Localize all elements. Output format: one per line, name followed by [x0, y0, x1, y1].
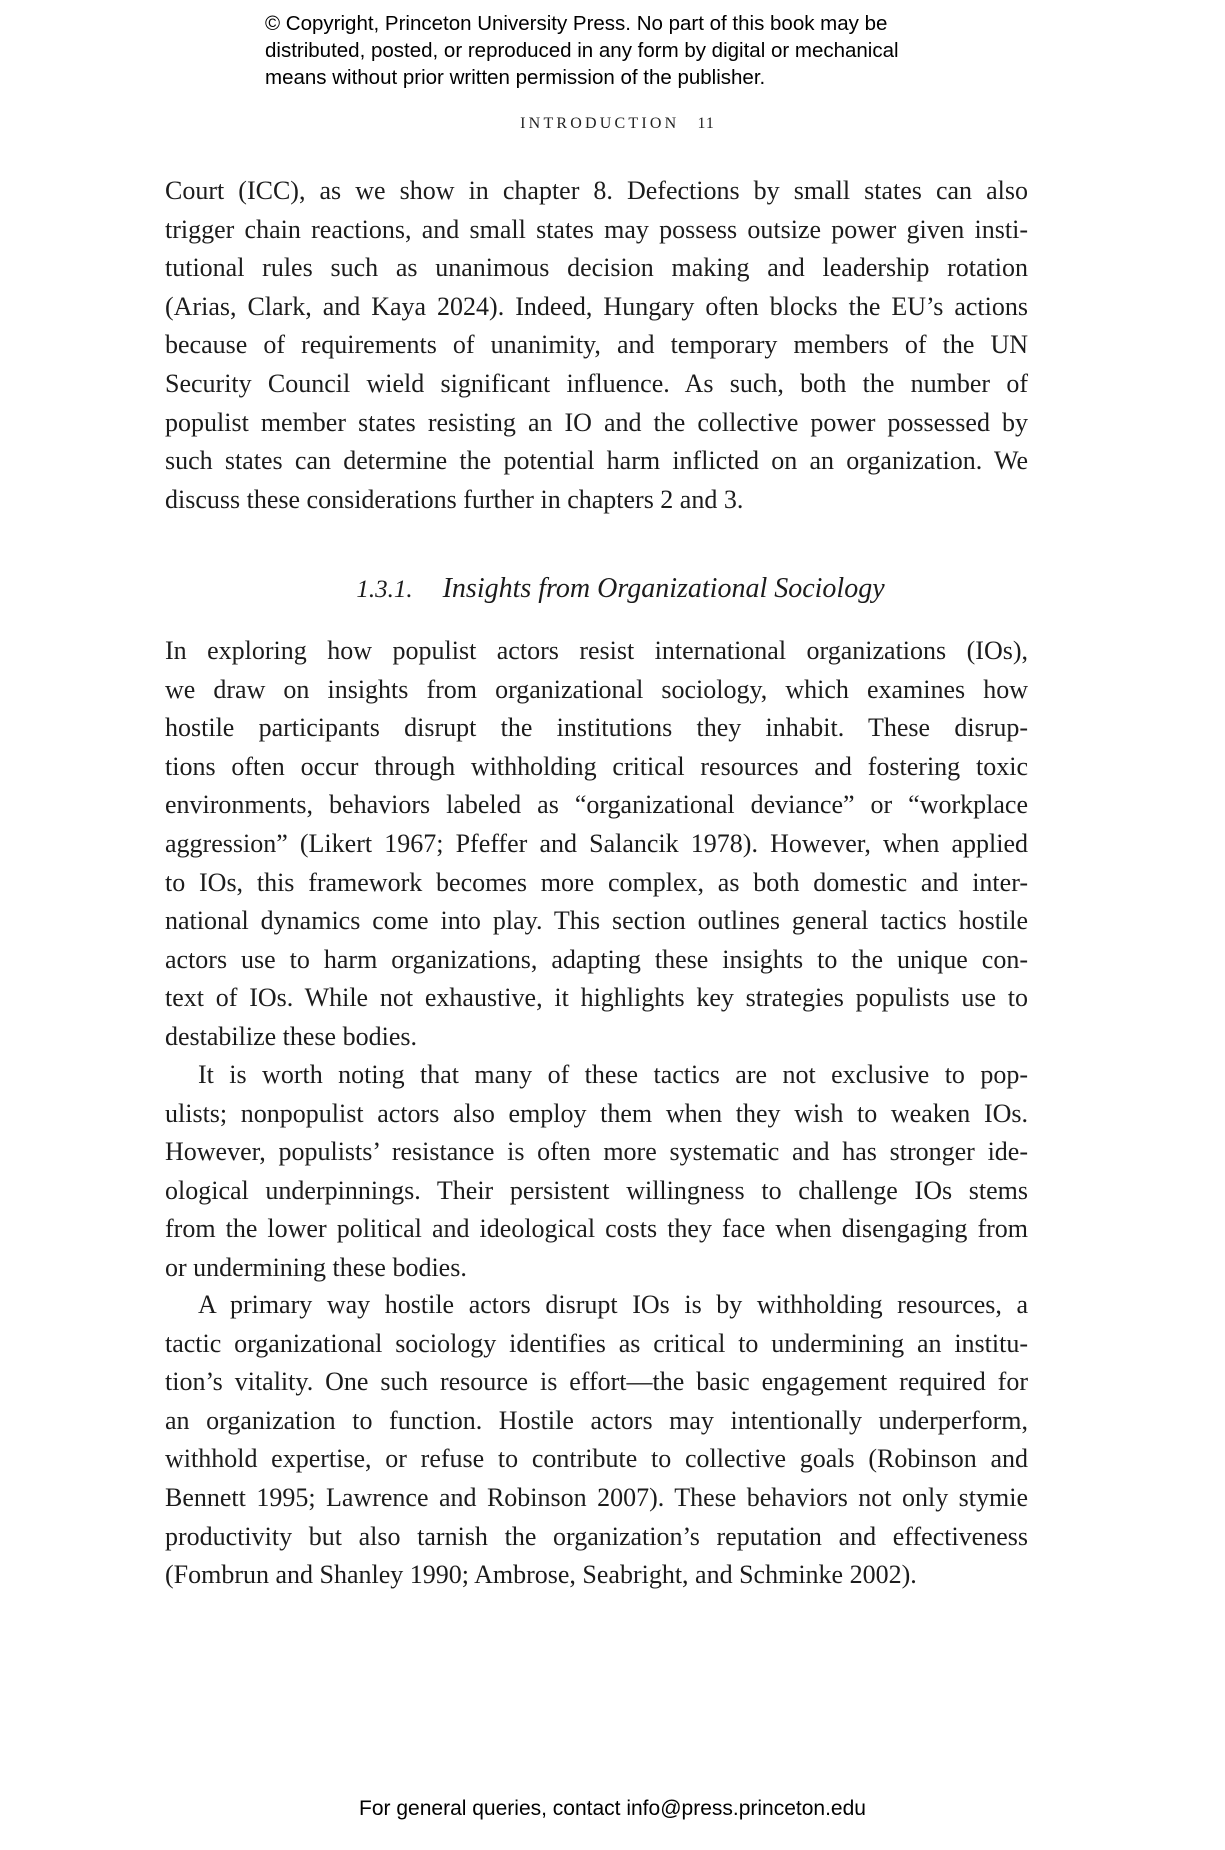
- text-line: (Arias, Clark, and Kaya 2024). Indeed, Hungary often blocks the EU’s actions: [165, 291, 1028, 321]
- text-line: trigger chain reactions, and small states may possess outsize power given insti-: [165, 214, 1028, 244]
- text-line: Security Council wield significant influence. As such, both the number of: [165, 368, 1028, 398]
- copyright-line: © Copyright, Princeton University Press. No part of this book may be: [265, 12, 888, 35]
- text-line: tions often occur through withholding critical resources and fostering toxic: [165, 751, 1028, 781]
- text-line: (Fombrun and Shanley 1990; Ambrose, Seabright, and Schminke 2002).: [165, 1560, 917, 1590]
- text-line: actors use to harm organizations, adapting these insights to the unique con-: [165, 944, 1028, 974]
- text-line: an organization to function. Hostile actors may intentionally underperform,: [165, 1405, 1028, 1435]
- text-line: A primary way hostile actors disrupt IOs is by withholding resources, a: [198, 1290, 1028, 1319]
- paragraph: [165, 632, 1028, 1057]
- copyright-notice: [265, 10, 1025, 91]
- text-line: hostile participants disrupt the institutions they inhabit. These disrup-: [165, 713, 1028, 743]
- paragraph: [165, 1056, 1028, 1288]
- paragraph-continuation: [165, 172, 1028, 519]
- paragraph: [165, 1286, 1028, 1595]
- copyright-line: distributed, posted, or reproduced in any form by digital or mechanical: [265, 39, 899, 62]
- text-line: text of IOs. While not exhaustive, it highlights key strategies populists use to: [165, 983, 1028, 1013]
- running-head: [0, 115, 1225, 133]
- running-head-title: INTRODUCTION: [520, 115, 680, 132]
- text-line: populist member states resisting an IO and the collective power possessed by: [165, 407, 1028, 437]
- text-line: we draw on insights from organizational sociology, which examines how: [165, 674, 1028, 704]
- text-line: ological underpinnings. Their persistent willingness to challenge IOs stems: [165, 1175, 1028, 1205]
- text-line: because of requirements of unanimity, and temporary members of the UN: [165, 330, 1028, 360]
- text-line: aggression” (Likert 1967; Pfeffer and Salancik 1978). However, when applied: [165, 828, 1028, 858]
- text-line: to IOs, this framework becomes more complex, as both domestic and inter-: [165, 867, 1028, 897]
- text-line: tutional rules such as unanimous decision making and leadership rotation: [165, 253, 1028, 283]
- text-line: Bennett 1995; Lawrence and Robinson 2007). These behaviors not only stymie: [165, 1482, 1028, 1512]
- text-line: ulists; nonpopulist actors also employ them when they wish to weaken IOs.: [165, 1098, 1028, 1128]
- footer-contact: For general queries, contact info@press.princeton.edu: [359, 1797, 866, 1820]
- page-number: 11: [697, 115, 715, 132]
- text-line: withhold expertise, or refuse to contribute to collective goals (Robinson and: [165, 1444, 1028, 1474]
- text-line: In exploring how populist actors resist international organizations (IOs),: [165, 636, 1028, 665]
- section-title: Insights from Organizational Sociology: [442, 573, 885, 604]
- copyright-line: means without prior written permission of the publisher.: [265, 66, 766, 89]
- text-line: discuss these considerations further in chapters 2 and 3.: [165, 484, 744, 514]
- text-line: such states can determine the potential harm inflicted on an organization. We: [165, 446, 1028, 476]
- text-line: Court (ICC), as we show in chapter 8. Defections by small states can also: [165, 176, 1028, 205]
- text-line: productivity but also tarnish the organization’s reputation and effectiveness: [165, 1521, 1028, 1551]
- section-heading: [0, 573, 1225, 605]
- text-line: environments, behaviors labeled as “organizational deviance” or “workplace: [165, 790, 1028, 820]
- text-line: national dynamics come into play. This section outlines general tactics hostile: [165, 906, 1028, 936]
- text-line: It is worth noting that many of these tactics are not exclusive to pop-: [198, 1060, 1028, 1089]
- text-line: destabilize these bodies.: [165, 1021, 417, 1051]
- text-line: from the lower political and ideological costs they face when disengaging from: [165, 1214, 1028, 1244]
- text-line: tion’s vitality. One such resource is effort—the basic engagement required for: [165, 1367, 1028, 1397]
- text-line: However, populists’ resistance is often more systematic and has stronger ide-: [165, 1137, 1028, 1167]
- section-number: 1.3.1.: [356, 576, 413, 603]
- text-line: tactic organizational sociology identifies as critical to undermining an institu-: [165, 1328, 1028, 1358]
- text-line: or undermining these bodies.: [165, 1252, 467, 1282]
